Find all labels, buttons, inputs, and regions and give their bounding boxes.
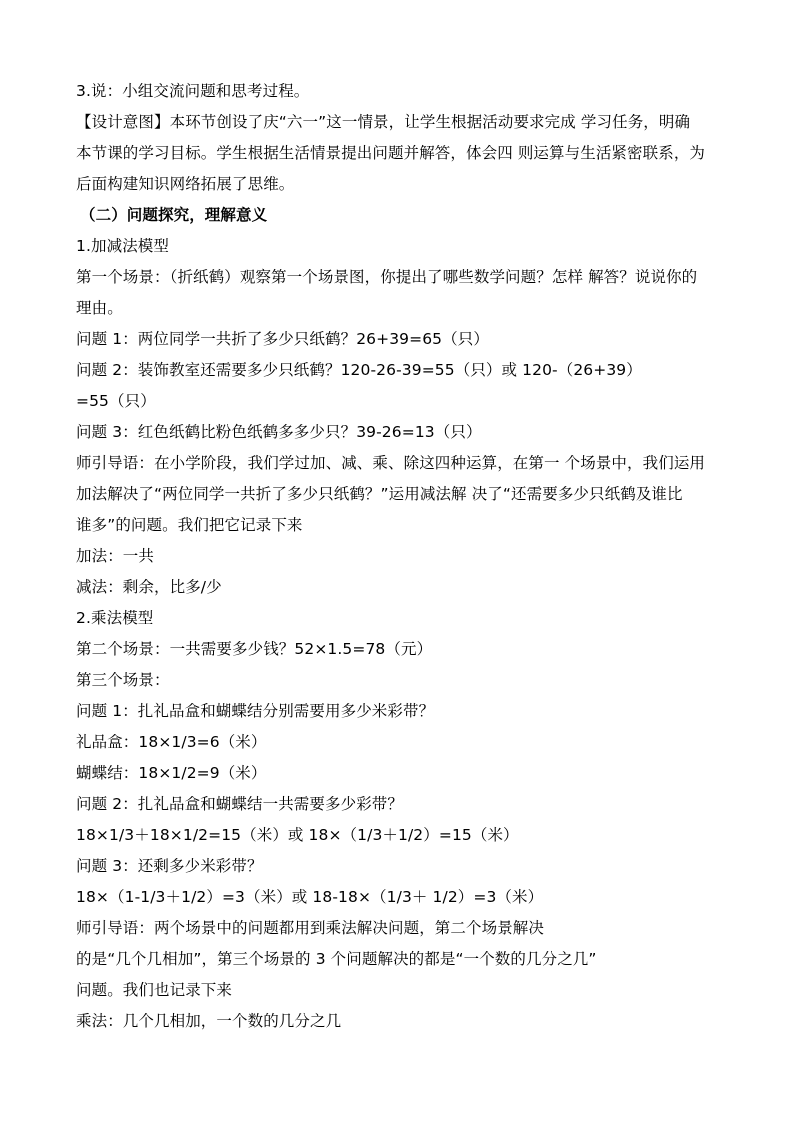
text-line: 第一个场景：（折纸鹤）观察第一个场景图，你提出了哪些数学问题？怎样 解答？说说你的 <box>76 268 698 286</box>
text-line: 问题 3：还剩多少米彩带？ <box>76 857 263 875</box>
text-line: =55（只） <box>76 392 156 410</box>
subsection-heading: 1.加减法模型 <box>76 237 169 255</box>
text-line: 的是“几个几相加”，第三个场景的 3 个问题解决的都是“一个数的几分之几” <box>76 950 597 968</box>
text-line: 师引导语：两个场景中的问题都用到乘法解决问题，第二个场景解决 <box>76 919 545 937</box>
text-line: 加法解决了“两位同学一共折了多少只纸鹤？”运用减法解 决了“还需要多少只纸鹤及谁比 <box>76 485 683 503</box>
subsection-heading: 2.乘法模型 <box>76 609 154 627</box>
text-line: 18×（1-1/3＋1/2）=3（米）或 18-18×（1/3＋ 1/2）=3（米） <box>76 888 544 906</box>
text-line: 本节课的学习目标。学生根据生活情景提出问题并解答，体会四 则运算与生活紧密联系，为 <box>76 144 706 162</box>
text-line: 后面构建知识网络拓展了思维。 <box>76 175 295 193</box>
text-line: 第二个场景：一共需要多少钱？52×1.5=78（元） <box>76 640 433 658</box>
text-line: 【设计意图】本环节创设了庆“六一”这一情景，让学生根据活动要求完成 学习任务，明确 <box>76 113 691 131</box>
text-line: 谁多”的问题。我们把它记录下来 <box>76 516 303 534</box>
text-line: 礼品盒：18×1/3=6（米） <box>76 733 267 751</box>
text-line: 蝴蝶结：18×1/2=9（米） <box>76 764 267 782</box>
text-line: 第三个场景： <box>76 671 170 689</box>
text-line: 减法：剩余，比多/少 <box>76 578 222 596</box>
text-line: 理由。 <box>76 299 123 317</box>
text-line: 问题 2：装饰教室还需要多少只纸鹤？120-26-39=55（只）或 120-（26+39） <box>76 361 642 379</box>
text-line: 问题 2：扎礼品盒和蝴蝶结一共需要多少彩带？ <box>76 795 403 813</box>
text-line: 问题 1：扎礼品盒和蝴蝶结分别需要用多少米彩带？ <box>76 702 435 720</box>
text-line: 3.说：小组交流问题和思考过程。 <box>76 82 310 100</box>
text-line: 问题。我们也记录下来 <box>76 981 233 999</box>
text-line: 加法：一共 <box>76 547 155 565</box>
text-line: 18×1/3＋18×1/2=15（米）或 18×（1/3＋1/2）=15（米） <box>76 826 519 844</box>
text-line: 师引导语：在小学阶段，我们学过加、减、乘、除这四种运算，在第一 个场景中，我们运用 <box>76 454 706 472</box>
text-line: 问题 3：红色纸鹤比粉色纸鹤多多少只？39-26=13（只） <box>76 423 482 441</box>
section-heading: （二）问题探究，理解意义 <box>80 206 268 224</box>
text-line: 乘法：几个几相加，一个数的几分之几 <box>76 1012 342 1030</box>
text-line: 问题 1：两位同学一共折了多少只纸鹤？26+39=65（只） <box>76 330 489 348</box>
